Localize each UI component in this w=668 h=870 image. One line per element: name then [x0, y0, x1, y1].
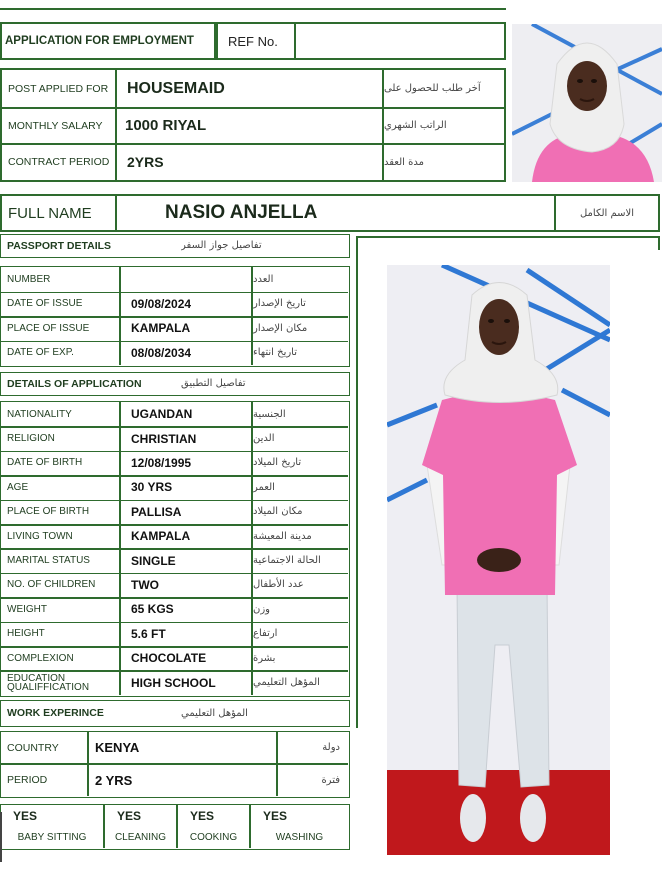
application-row-label-ar: الجنسية: [253, 408, 286, 420]
application-row-label-ar: المؤهل التعليمي: [253, 677, 320, 689]
application-row-label-ar: تاريخ الميلاد: [253, 457, 302, 469]
passport-row-value: [121, 267, 251, 292]
work-header: [0, 700, 350, 727]
salary-label-ar: الراتب الشهري: [384, 120, 447, 131]
passport-row-label-ar: تاريخ انتهاء: [253, 347, 298, 359]
ref-value-box[interactable]: [294, 22, 506, 60]
skill-answer: YES: [13, 809, 38, 823]
application-title: DETAILS OF APPLICATION: [7, 377, 142, 390]
application-row-value: PALLISA: [131, 504, 182, 519]
passport-row-value: KAMPALA: [131, 321, 191, 336]
skill-name: BABY SITTING: [17, 831, 87, 843]
application-row-label: AGE: [7, 481, 29, 493]
photo-frame-right-tick: [658, 236, 660, 250]
application-row-value: 12/08/1995: [131, 455, 192, 470]
left-edge-rule: [0, 812, 2, 862]
post-section: [0, 68, 506, 182]
application-title-ar: تفاصيل التطبيق: [181, 378, 246, 389]
skill-answer: YES: [263, 809, 288, 823]
application-row-label-ar: وزن: [253, 603, 271, 615]
passport-row-label: PLACE OF ISSUE: [7, 322, 90, 334]
application-row-label: LIVING TOWN: [7, 530, 73, 542]
passport-header: [0, 234, 350, 258]
period-value: 2 YRS: [95, 772, 133, 788]
application-row-value: TWO: [131, 577, 159, 592]
application-row-label-ar: ارتفاع: [253, 628, 278, 640]
photo-frame-top: [356, 236, 660, 238]
application-row-value: HIGH SCHOOL: [131, 675, 216, 690]
full-name-value: NASIO ANJELLA: [165, 202, 318, 223]
application-table: [0, 401, 350, 697]
application-header: [0, 372, 350, 396]
application-row-label: PLACE OF BIRTH: [7, 506, 90, 518]
ref-label: REF No.: [228, 33, 278, 49]
full-name-label: FULL NAME: [8, 204, 92, 222]
country-label: COUNTRY: [7, 741, 59, 754]
applicant-photo-small: [512, 24, 662, 182]
passport-row-label-ar: مكان الإصدار: [253, 322, 308, 334]
application-row-label-ar: مكان الميلاد: [253, 506, 303, 518]
skill-answer: YES: [117, 809, 142, 823]
application-row-label: NO. OF CHILDREN: [7, 579, 96, 591]
application-row-label: NATIONALITY: [7, 408, 72, 420]
passport-table: [0, 266, 350, 367]
application-row-value: KAMPALA: [131, 529, 191, 544]
application-row-label: WEIGHT: [7, 603, 47, 615]
application-row-label: MARITAL STATUS: [7, 555, 90, 567]
application-row-label-ar: الحالة الاجتماعية: [253, 555, 321, 567]
application-row-value: 30 YRS: [131, 480, 173, 495]
passport-row-label: NUMBER: [7, 273, 51, 285]
passport-row-value: 09/08/2024: [131, 296, 192, 311]
applicant-photo-full: [387, 265, 610, 855]
full-name-section: [0, 194, 660, 232]
skills-table: [0, 804, 350, 850]
work-table: [0, 731, 350, 798]
application-row-value: 5.6 FT: [131, 626, 166, 641]
period-label-ar: فترة: [321, 774, 340, 786]
country-value: KENYA: [95, 740, 140, 755]
post-label-ar: آخر طلب للحصول على: [384, 83, 481, 94]
application-row-label-ar: بشرة: [253, 652, 276, 664]
skill-name: CLEANING: [114, 831, 167, 843]
passport-row-label-ar: تاريخ الإصدار: [253, 298, 306, 310]
passport-title: PASSPORT DETAILS: [7, 239, 112, 252]
contract-label: CONTRACT PERIOD: [8, 156, 110, 168]
contract-value: 2YRS: [127, 154, 164, 170]
passport-row-value: 08/08/2034: [131, 345, 192, 360]
ref-value: [296, 24, 504, 58]
application-row-label: HEIGHT: [7, 628, 45, 640]
application-row-label-ar: الدين: [253, 433, 275, 445]
country-label-ar: دولة: [322, 742, 340, 753]
passport-row-label: DATE OF ISSUE: [7, 298, 83, 310]
skill-name: COOKING: [189, 831, 238, 843]
header-title-box: [0, 22, 216, 60]
skill-name: WASHING: [275, 831, 324, 843]
application-row-value: SINGLE: [131, 553, 176, 568]
application-row-label: RELIGION: [7, 433, 55, 445]
application-row-value: UGANDAN: [131, 407, 193, 422]
period-label: PERIOD: [7, 774, 48, 786]
passport-row-label: DATE OF EXP.: [7, 347, 74, 359]
top-rule: [0, 8, 506, 10]
application-row-label-ar: مدينة المعيشة: [253, 530, 312, 542]
application-row-label-ar: عدد الأطفال: [253, 579, 304, 591]
application-row-label: COMPLEXION: [7, 652, 74, 664]
full-body-image: [387, 265, 610, 855]
post-label: POST APPLIED FOR: [8, 82, 109, 95]
work-title: WORK EXPERINCE: [7, 707, 104, 719]
photo-frame-left: [356, 236, 358, 728]
passport-row-label-ar: العدد: [253, 273, 274, 285]
application-row-value: CHOCOLATE: [131, 651, 207, 666]
passport-title-ar: تفاصيل جواز السفر: [181, 240, 262, 251]
ref-label-box: [216, 22, 296, 60]
portrait-image: [512, 24, 662, 182]
application-row-value: 65 KGS: [131, 602, 174, 617]
application-row-label: DATE OF BIRTH: [7, 457, 83, 469]
contract-label-ar: مدة العقد: [384, 156, 424, 168]
application-row-label-ar: العمر: [253, 481, 275, 493]
salary-label: MONTHLY SALARY: [8, 119, 103, 132]
salary-value: 1000 RIYAL: [125, 117, 207, 134]
application-row-value: CHRISTIAN: [131, 431, 197, 446]
full-name-label-ar: الاسم الكامل: [579, 207, 635, 219]
application-row-label: EDUCATION QUALIFFICATION: [7, 672, 90, 693]
form-title: APPLICATION FOR EMPLOYMENT: [5, 35, 194, 47]
post-value: HOUSEMAID: [127, 79, 225, 97]
work-title-ar: المؤهل التعليمي: [181, 707, 248, 719]
skill-answer: YES: [190, 809, 215, 823]
